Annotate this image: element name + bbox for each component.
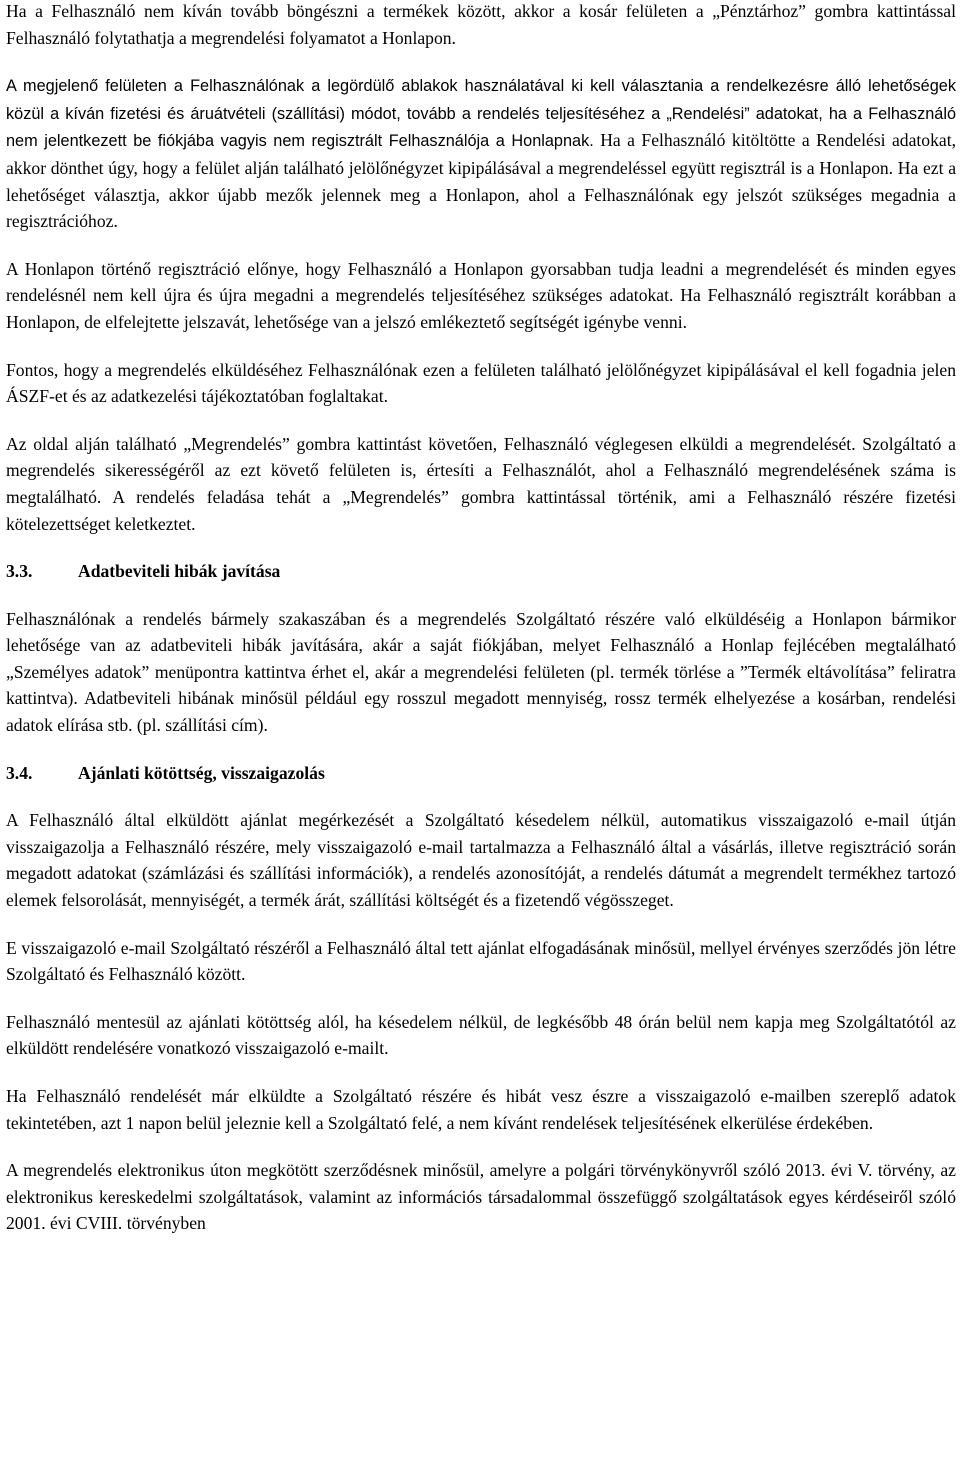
paragraph-offer-release: Felhasználó mentesül az ajánlati kötöttség alól, ha késedelem nélkül, de legkésőbb 48 órán belül nem kapja meg Szolgáltatótól az elküldött rendelésére vonatkozó visszaigazoló e-mailt. bbox=[6, 1011, 956, 1059]
paragraph-registration-benefit: A Honlapon történő regisztráció előnye, hogy Felhasználó a Honlapon gyorsabban tudja leadni a megrendelését és minden egyes rendelésnél nem kell újra és újra megadni a megrendelés teljesítéséhez szükséges adatokat. Ha Felhasználó regisztrált korábban a Honlapon, de elfelejtette jelszavát, lehetősége van a jelszó emlékeztető segítségét igénybe venni. bbox=[6, 258, 956, 332]
section-title: Adatbeviteli hibák javítása bbox=[78, 561, 281, 582]
section-number: 3.3. bbox=[6, 561, 33, 582]
paragraph-checkout-options bbox=[6, 72, 956, 235]
paragraph-checkout-options-serif: Ha a Felhasználó kitöltötte a Rendelési adatokat, akkor dönthet úgy, hogy a felület alján található jelölőnégyzet kipipálásával a megrendeléssel együtt regisztrál is a Honlapon. Ha ezt a lehetőséget választja, akkor újabb mezők jelennek meg a Honlapon, ahol a Felhasználónak egy jelszót szükséges megadnia a regisztrációhoz. bbox=[6, 130, 956, 232]
document-page bbox=[6, 0, 956, 1258]
paragraph-order-submission: Az oldal alján található „Megrendelés” gombra kattintást követően, Felhasználó véglegesen elküldi a megrendelését. Szolgáltató a megrendelés sikerességéről az ezt követő felületen is, értesíti a Felhasználót, ahol a Felhasználó megrendelésének száma is megtalálható. A rendelés feladása tehát a „Megrendelés” gombra kattintással történik, ami a Felhasználó részére fizetési kötelezettséget keletkeztet. bbox=[6, 433, 956, 534]
section-heading-3-4 bbox=[6, 760, 956, 787]
section-title: Ajánlati kötöttség, visszaigazolás bbox=[78, 762, 325, 783]
section-number: 3.4. bbox=[6, 762, 33, 783]
paragraph-input-error-correction: Felhasználónak a rendelés bármely szakaszában és a megrendelés Szolgáltató részére való elküldéséig a Honlapon bármikor lehetősége van az adatbeviteli hibák javítására, akár a saját fiókjában, melyet Felhasználó a Honlap fejlécében megtalálható „Személyes adatok” menüpontra kattintva érhet el, akár a megrendelési felületen (pl. termék törlése a ”Termék eltávolítása” feliratra kattintva). Adatbeviteli hibának minősül például egy rosszul megadott mennyiség, rossz termék elhelyezése a kosárban, rendelési adatok elírása stb. (pl. szállítási cím). bbox=[6, 608, 956, 736]
paragraph-contract-formation: E visszaigazoló e-mail Szolgáltató részéről a Felhasználó által tett ajánlat elfogadásának minősül, mellyel érvényes szerződés jön létre Szolgáltató és Felhasználó között. bbox=[6, 937, 956, 985]
paragraph-confirmation-email: A Felhasználó által elküldött ajánlat megérkezését a Szolgáltató késedelem nélkül, automatikus visszaigazoló e-mail útján visszaigazolja a Felhasználó részére, mely visszaigazoló e-mail tartalmazza a Felhasználó által a vásárlás, illetve regisztráció során megadott adatokat (számlázási és szállítási információk), a rendelés azonosítóját, a rendelés dátumát a megrendelt termékhez tartozó elemek felsorolását, mennyiségét, a termék árát, szállítási költségét és a fizetendő végösszeget. bbox=[6, 810, 956, 911]
section-heading-3-3 bbox=[6, 558, 956, 585]
paragraph-terms-acceptance: Fontos, hogy a megrendelés elküldéséhez Felhasználónak ezen a felületen található jelölőnégyzet kipipálásával el kell fogadnia jelen ÁSZF-et és az adatkezelési tájékoztatóban foglaltakat. bbox=[6, 359, 956, 407]
paragraph-electronic-contract: A megrendelés elektronikus úton megkötött szerződésnek minősül, amelyre a polgári törvénykönyvről szóló 2013. évi V. törvény, az elektronikus kereskedelmi szolgáltatások, valamint az információs társadalommal összefüggő szolgáltatások egyes kérdéseiről szóló 2001. évi CVIII. törvényben bbox=[6, 1160, 956, 1234]
paragraph-error-reporting: Ha Felhasználó rendelését már elküldte a Szolgáltató részére és hibát vesz észre a visszaigazoló e-mailben szereplő adatok tekintetében, azt 1 napon belül jeleznie kell a Szolgáltató felé, a nem kívánt rendelések teljesítésének elkerülése érdekében. bbox=[6, 1086, 956, 1133]
paragraph-checkout-options-sans: A megjelenő felületen a Felhasználónak a legördülő ablakok használatával ki kell választania a rendelkezésre álló lehetőségek közül a kíván fizetési és áruátvételi (szállítási) módot, tovább a rendelés teljesítéséhez a „Rendelési” adatokat, ha a Felhasználó nem jelentkezett be fiókjába vagyis nem regisztrált Felhasználója a Honlapnak. bbox=[6, 77, 956, 151]
paragraph-checkout-intro: Ha a Felhasználó nem kíván tovább böngészni a termékek között, akkor a kosár felületen a „Pénztárhoz” gombra kattintással Felhasználó folytathatja a megrendelési folyamatot a Honlapon. bbox=[6, 1, 956, 48]
